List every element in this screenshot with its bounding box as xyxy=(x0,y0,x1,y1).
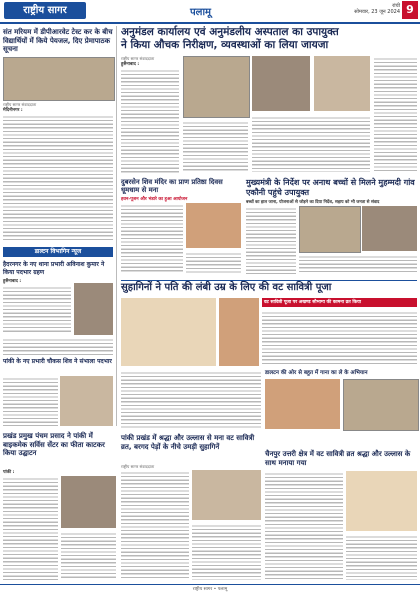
top-story-body-col2 xyxy=(183,120,248,172)
left-story1-photo xyxy=(3,57,115,101)
date-block xyxy=(334,3,400,15)
left-story2-headline: हैदरनगर के नए थाना प्रभारी अविनाश कुमार ने किया पदभार ग्रहण xyxy=(3,261,105,276)
footer: राष्ट्रीय सागर • पलामू xyxy=(0,584,420,595)
panki-body xyxy=(121,470,189,580)
panki-photo xyxy=(192,470,261,520)
promo-band: डाल्टन विभागिन न्यूज xyxy=(3,247,113,257)
left-story1-place: मेदिनीनगर : xyxy=(3,108,23,113)
top-story-headline xyxy=(121,26,417,52)
left-story3-body xyxy=(3,376,58,426)
left-bottom-place: पांकी : xyxy=(3,470,15,475)
date-city: रांची xyxy=(392,3,400,9)
temple-body-cont xyxy=(186,251,241,273)
panki-body-cont xyxy=(192,523,261,580)
banner-subhead: वट सावित्री पूजा पर अखण्ड सौभाग्य की कामना व्रत किया xyxy=(262,298,417,307)
chainpur-body xyxy=(265,471,343,580)
chainpur-headline: चैनपुर उत्तरी क्षेत्र में वट सावित्री व्रत श्रद्धा और उल्लास के साथ मनाया गया xyxy=(265,450,411,467)
left-bottom-headline: प्रखंड प्रमुख पंचम प्रसाद ने पांकी में बाइकमेक सर्विस सेंटर का फीता काटकर किया उद्घाटन xyxy=(3,432,105,457)
temple-body xyxy=(121,203,183,273)
banner-photo2 xyxy=(219,298,259,366)
chainpur-body-cont xyxy=(346,534,417,580)
left-story2-body xyxy=(3,285,71,333)
right-box-photo2 xyxy=(343,379,419,431)
right-box-headline: डालटन की ओर से बहुत में गाना का ले के अभियान xyxy=(265,370,368,376)
top-story-photo3 xyxy=(314,56,370,111)
top-story-body-col5 xyxy=(374,56,417,172)
top-story-body-col3 xyxy=(252,115,370,172)
left-bottom-body-cont xyxy=(61,531,116,580)
left-bottom-photo xyxy=(61,476,116,528)
section-title: पलामू xyxy=(190,7,212,18)
panki-headline: पांकी प्रखंड में श्रद्धा और उल्लास से मना वट सावित्री व्रत, बरगद पेड़ों के नीचे उमड़ी सुहागिनें xyxy=(121,434,255,451)
left-story3-headline: पांकी के नए प्रभारी चौकस शिव ने संभाला पदभार xyxy=(3,358,112,365)
orphans-photo1 xyxy=(299,206,361,253)
top-story-place: हुसैनाबाद : xyxy=(121,62,140,67)
top-story-headline-line1: अनुमंडल कार्यालय एवं अनुमंडलीय अस्पताल का उपायुक्त xyxy=(121,26,339,38)
banner-body-lower xyxy=(121,370,261,430)
temple-headline: दुबरसेन शिव मंदिर का प्राण प्रतिष्ठा दिवस धूमधाम से मना xyxy=(121,178,223,194)
page-number-badge: 9 xyxy=(402,1,418,19)
temple-subline: हवन-पूजन और भंडारे का हुआ आयोजन xyxy=(121,197,188,202)
orphans-subline: बच्चों का हाल जाना, योजनाओं से जोड़ने का दिया निर्देश, सहाय को भी जनता से संवाद xyxy=(246,199,380,204)
top-story-byline: राष्ट्रीय सागर संवाददाता xyxy=(121,56,155,61)
panki-byline: राष्ट्रीय सागर संवाददाता xyxy=(121,464,155,469)
left-bottom-body xyxy=(3,476,58,580)
orphans-photo2 xyxy=(362,206,417,251)
column-divider xyxy=(116,26,117,426)
left-story1-headline: संत मरियम में डीपीआरवेट टेस्ट कर के बीच विद्यार्थियों में किये पेयजल, दिए प्रेमापाठक सूचना xyxy=(3,28,113,53)
newspaper-logo: राष्ट्रीय सागर xyxy=(4,2,86,19)
orphans-body-cont xyxy=(299,254,417,274)
top-story-photo1 xyxy=(183,56,250,118)
banner-photo1 xyxy=(121,298,216,366)
top-story-headline-line2: ने किया औचक निरीक्षण, व्यवस्थाओं का लिया जायजा xyxy=(121,39,329,51)
orphans-headline: मुख्यमंत्री के निर्देश पर अनाथ बच्चों से मिलने मुहम्मदी गांव एकौनी पहुंचे उपायुक्त xyxy=(246,178,415,197)
left-story3-photo xyxy=(60,376,113,426)
banner-body xyxy=(262,310,417,366)
left-story1-body xyxy=(3,114,113,242)
top-story-photo2 xyxy=(252,56,310,111)
left-story2-place: हुसैनाबाद : xyxy=(3,279,22,284)
left-story2-photo xyxy=(74,283,113,335)
left-story2-body-cont xyxy=(3,337,113,355)
top-story-body-col1 xyxy=(121,68,179,173)
left-story1-byline: राष्ट्रीय सागर संवाददाता xyxy=(3,102,37,107)
date-text: सोमवार, 23 जून 2024 xyxy=(354,9,400,15)
orphans-body xyxy=(246,206,296,274)
chainpur-photo xyxy=(346,471,417,531)
right-box-photo1 xyxy=(265,379,340,429)
temple-photo xyxy=(186,203,241,248)
banner-headline: सुहागिनों ने पति की लंबी उम्र के लिए की वट सावित्री पूजा xyxy=(121,280,417,295)
